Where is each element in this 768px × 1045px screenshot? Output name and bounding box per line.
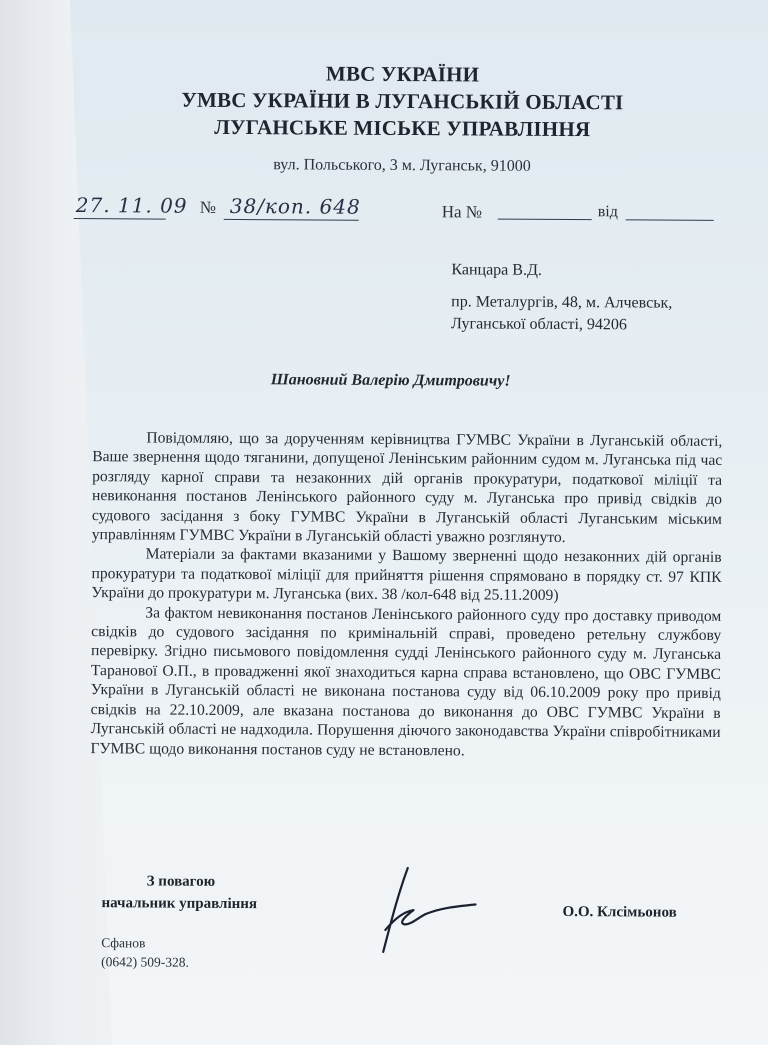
outgoing-date: 27. 11. 09 <box>75 193 188 218</box>
body-paragraph-3: За фактом невиконання постанов Ленінського районного суду про доставку приводом свідків до судового засідання по кримінальній справі, проведено ретельну службову перевірку. Згідно письмового повідомлення судді Ленінського районного суду м. Луганська Таранової О.П., в провадженні якої знаходиться карна справа встановлено, що ОВС ГУМВС України в Луганській області не виконана постанова суду від 06.10.2009 року про привід свідків на 22.10.2009, але вказана постанова до виконання до ОВС ГУМВС України в Луганській області не надходила. Порушення діючого законодавства України співробітниками ГУМВС щодо виконання постанов суду не встановлено. <box>90 604 722 759</box>
date-underline <box>74 218 166 220</box>
recipient-address-line1: пр. Металургів, 48, м. Алчевськ, <box>451 293 673 312</box>
recipient-address-line2: Луганської області, 94206 <box>451 315 627 334</box>
number-underline <box>224 219 359 221</box>
signoff-block <box>101 870 257 915</box>
recipient-name: Канцара В.Д. <box>451 261 542 279</box>
header-regional-department: УМВС УКРАЇНИ В ЛУГАНСЬКІЙ ОБЛАСТІ <box>181 87 624 115</box>
body-paragraph-2: Матеріали за фактами вказаними у Вашому зверненні щодо незаконних дій органів прокуратури та податкової міліції для прийняття рішення спрямовано в порядку ст. 97 КПК України до прокуратури м. Луганська (вих. 38 /кол-648 від 25.11.2009) <box>91 545 722 605</box>
ref-date-blank <box>626 219 714 221</box>
header-city-department: ЛУГАНСЬКЕ МІСЬКЕ УПРАВЛІННЯ <box>214 114 591 142</box>
header-address: вул. Польського, 3 м. Луганськ, 91000 <box>273 156 531 175</box>
header-ministry: МВС УКРАЇНИ <box>325 61 480 87</box>
body-paragraph-1: Повідомляю, що за дорученням керівництва ГУМВС України в Луганській області, Ваше звернення щодо тяганини, допущеної Ленінським районним судом м. Луганська під час розгляду карної справи та незаконних дій органів прокуратури, податкової міліції та невиконання постанов Ленінського районного суду м. Луганська про привід свідків до судового засідання з боку ГУМВС України в Луганській області Луганським міським управлінням ГУМВС України в Луганській області уважно розглянуто. <box>91 429 723 547</box>
signoff-closing: З повагою <box>146 873 216 890</box>
outgoing-number-label: № <box>199 197 217 217</box>
ref-number-blank <box>498 219 592 221</box>
outgoing-number: 38/коп. 648 <box>229 193 361 219</box>
signoff-position: начальник управління <box>101 895 258 913</box>
letter-body <box>90 428 722 762</box>
signer-name: О.О. Клсімьонов <box>562 904 677 921</box>
executor-phone: (0642) 509-328. <box>101 954 189 970</box>
executor-name: Сфанов <box>101 935 146 951</box>
handwritten-signature <box>369 860 480 961</box>
greeting: Шановний Валерію Дмитровичу! <box>270 371 511 390</box>
ref-number-label: На № <box>441 202 483 222</box>
executor-block <box>101 933 189 972</box>
ref-from-label: від <box>597 203 618 221</box>
